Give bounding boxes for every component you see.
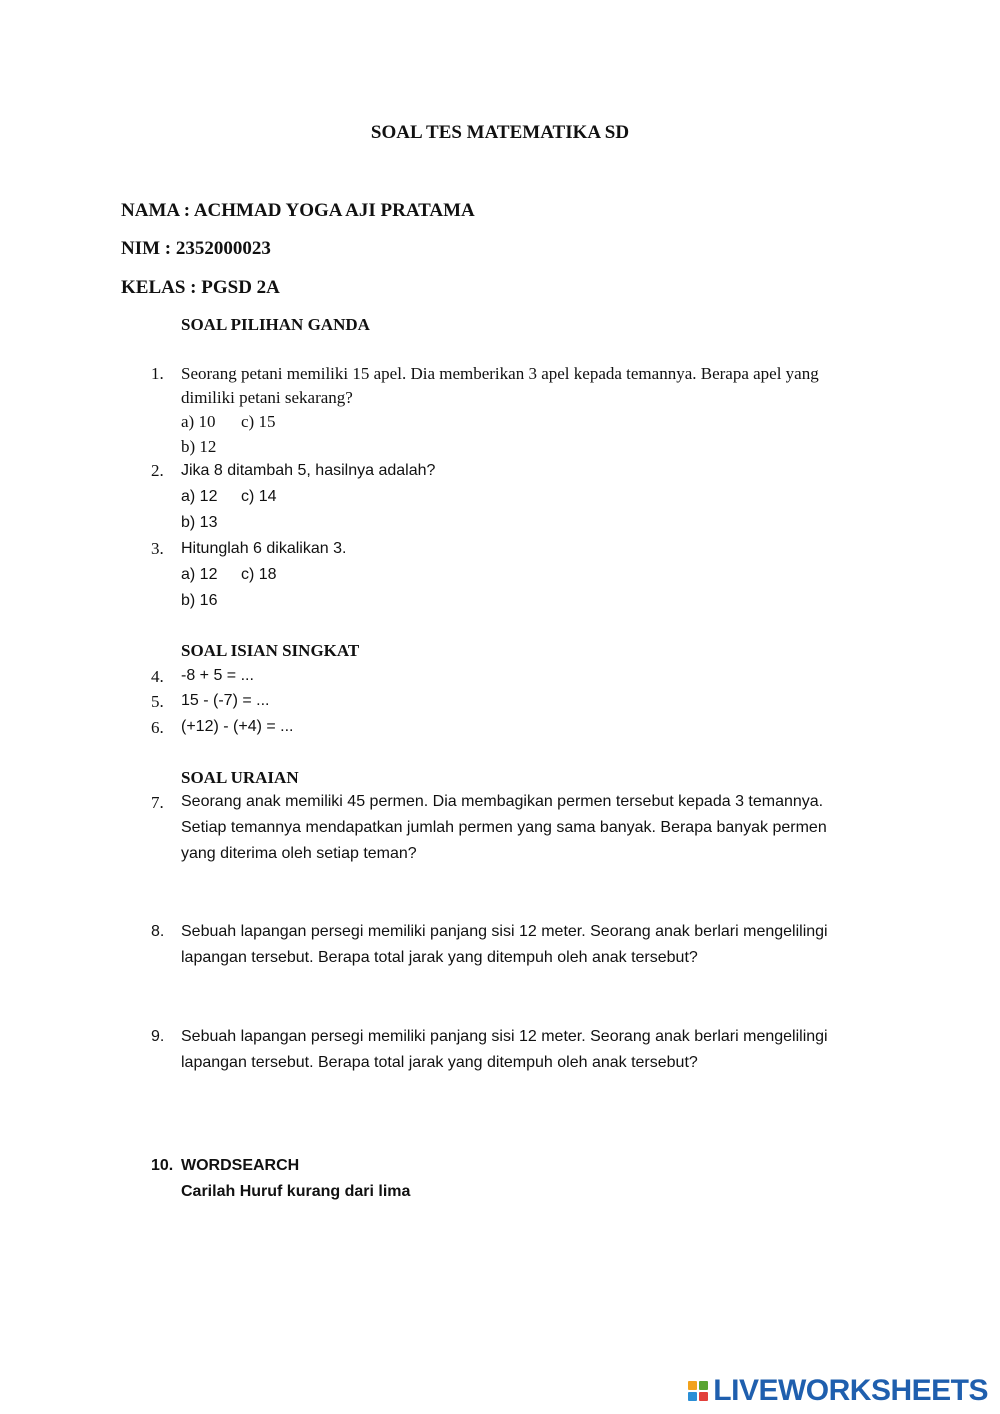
question-text: Setiap temannya mendapatkan jumlah permen yang sama banyak. Berapa banyak permen (181, 819, 827, 836)
wordsearch-instruction: Carilah Huruf kurang dari lima (181, 1183, 411, 1200)
wordsearch-heading: WORDSEARCH (181, 1157, 300, 1174)
question-number: 6. (151, 718, 164, 737)
section-heading-multiple-choice: SOAL PILIHAN GANDA (181, 315, 370, 334)
option-c: c) 18 (241, 566, 277, 583)
page-title: SOAL TES MATEMATIKA SD (370, 122, 630, 143)
question-number: 9. (151, 1028, 165, 1045)
option-a: a) 12 (181, 488, 218, 505)
logo-block (688, 1381, 697, 1390)
question-number: 5. (151, 692, 164, 711)
logo-block (699, 1381, 708, 1390)
question-text: -8 + 5 = ... (181, 667, 254, 684)
option-b: b) 16 (181, 592, 218, 609)
question-text: dimiliki petani sekarang? (181, 388, 353, 407)
option-b: b) 13 (181, 514, 218, 531)
logo-blocks-icon (688, 1381, 708, 1401)
question-text: Hitunglah 6 dikalikan 3. (181, 540, 347, 557)
logo-block (688, 1392, 697, 1401)
question-number: 8. (151, 923, 165, 940)
question-text: Seorang anak memiliki 45 permen. Dia membagikan permen tersebut kepada 3 temannya. (181, 793, 824, 810)
question-text: yang diterima oleh setiap teman? (181, 845, 417, 862)
logo-block (699, 1392, 708, 1401)
question-text: (+12) - (+4) = ... (181, 718, 294, 735)
question-number: 3. (151, 539, 164, 558)
question-text: Sebuah lapangan persegi memiliki panjang sisi 12 meter. Seorang anak berlari mengelilingi (181, 923, 828, 940)
section-heading-essay: SOAL URAIAN (181, 768, 299, 787)
logo-text: LIVEWORKSHEETS (713, 1374, 988, 1407)
option-a: a) 12 (181, 566, 218, 583)
question-text: 15 - (-7) = ... (181, 692, 270, 709)
question-number: 10. (151, 1157, 174, 1174)
question-text: lapangan tersebut. Berapa total jarak yang ditempuh oleh anak tersebut? (181, 949, 698, 966)
question-text: Jika 8 ditambah 5, hasilnya adalah? (181, 462, 436, 479)
question-number: 1. (151, 364, 164, 383)
question-number: 7. (151, 793, 164, 812)
student-class: KELAS : PGSD 2A (121, 277, 280, 298)
section-heading-short-answer: SOAL ISIAN SINGKAT (181, 641, 360, 660)
student-name: NAMA : ACHMAD YOGA AJI PRATAMA (121, 200, 475, 221)
option-a: a) 10 (181, 412, 216, 431)
question-number: 2. (151, 461, 164, 480)
option-b: b) 12 (181, 437, 217, 456)
question-text: Seorang petani memiliki 15 apel. Dia memberikan 3 apel kepada temannya. Berapa apel yang (181, 364, 819, 383)
question-text: lapangan tersebut. Berapa total jarak yang ditempuh oleh anak tersebut? (181, 1054, 698, 1071)
student-nim: NIM : 2352000023 (121, 238, 271, 259)
liveworksheets-logo (688, 1374, 988, 1408)
option-c: c) 14 (241, 488, 277, 505)
option-c: c) 15 (241, 412, 276, 431)
question-text: Sebuah lapangan persegi memiliki panjang sisi 12 meter. Seorang anak berlari mengelilingi (181, 1028, 828, 1045)
question-number: 4. (151, 667, 164, 686)
